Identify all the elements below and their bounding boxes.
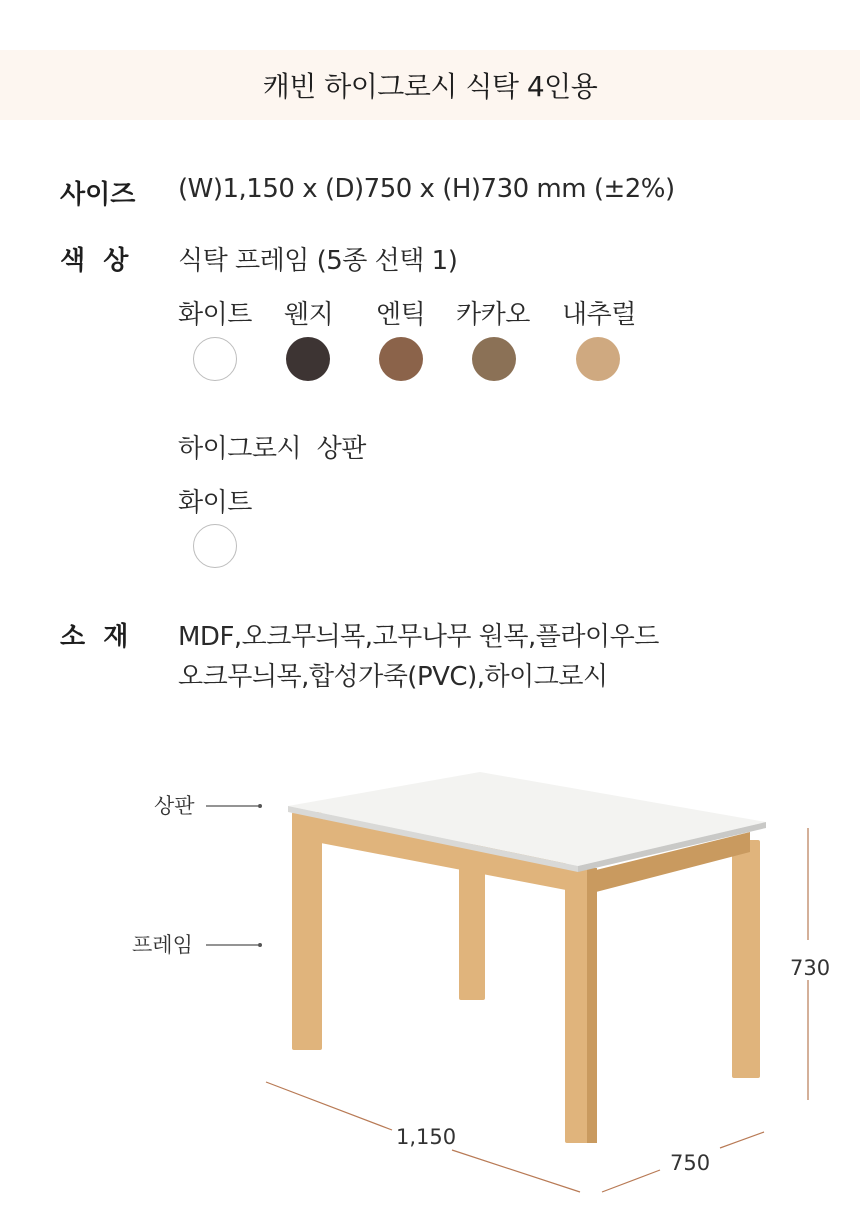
width-dim-line-b xyxy=(452,1150,580,1192)
frame-callout-dot xyxy=(258,943,262,947)
page-title: 캐빈 하이그로시 식탁 4인용 xyxy=(262,70,598,103)
depth-dim-label: 750 xyxy=(670,1151,711,1175)
top-callout-dot xyxy=(258,804,262,808)
frame-swatch-antique xyxy=(379,337,423,381)
frame-option-name-natural: 내추럴 xyxy=(562,300,636,330)
top-callout-label: 상판 xyxy=(154,794,195,818)
frame-option-name-antique: 엔틱 xyxy=(376,300,426,330)
top-swatch-white xyxy=(193,524,237,568)
frame-swatch-natural xyxy=(576,337,620,381)
back-left-leg xyxy=(459,865,485,1000)
frame-swatch-wenge xyxy=(286,337,330,381)
back-right-leg xyxy=(732,840,760,1078)
width-dim-line-a xyxy=(266,1082,392,1130)
size-value: (W)1,150 x (D)750 x (H)730 mm (±2%) xyxy=(178,174,675,204)
frame-callout-label: 프레임 xyxy=(132,933,193,957)
front-left-leg xyxy=(292,812,322,1050)
title-bar xyxy=(0,50,860,120)
frame-swatch-cacao xyxy=(472,337,516,381)
color-label: 색 상 xyxy=(60,246,129,276)
frame-option-name-white: 화이트 xyxy=(178,300,252,330)
top-option-name-white: 화이트 xyxy=(178,488,252,518)
depth-dim-line-b xyxy=(720,1132,764,1148)
table-illustration xyxy=(0,740,860,1210)
frame-swatch-white xyxy=(193,337,237,381)
width-dim-label: 1,150 xyxy=(396,1125,457,1149)
table-diagram xyxy=(0,740,860,1210)
frame-option-name-wenge: 웬지 xyxy=(284,300,334,330)
height-dim-label: 730 xyxy=(790,956,831,980)
front-right-leg-shade xyxy=(587,868,597,1143)
material-line-2: 오크무늬목,합성가죽(PVC),하이그로시 xyxy=(178,662,608,692)
depth-dim-line-a xyxy=(602,1170,660,1192)
frame-option-name-cacao: 카카오 xyxy=(456,300,530,330)
size-label: 사이즈 xyxy=(60,180,136,210)
material-label: 소 재 xyxy=(60,622,129,652)
frame-title: 식탁 프레임 (5종 선택 1) xyxy=(178,246,458,276)
top-title: 하이그로시 상판 xyxy=(178,434,366,464)
material-line-1: MDF,오크무늬목,고무나무 원목,플라이우드 xyxy=(178,622,659,652)
